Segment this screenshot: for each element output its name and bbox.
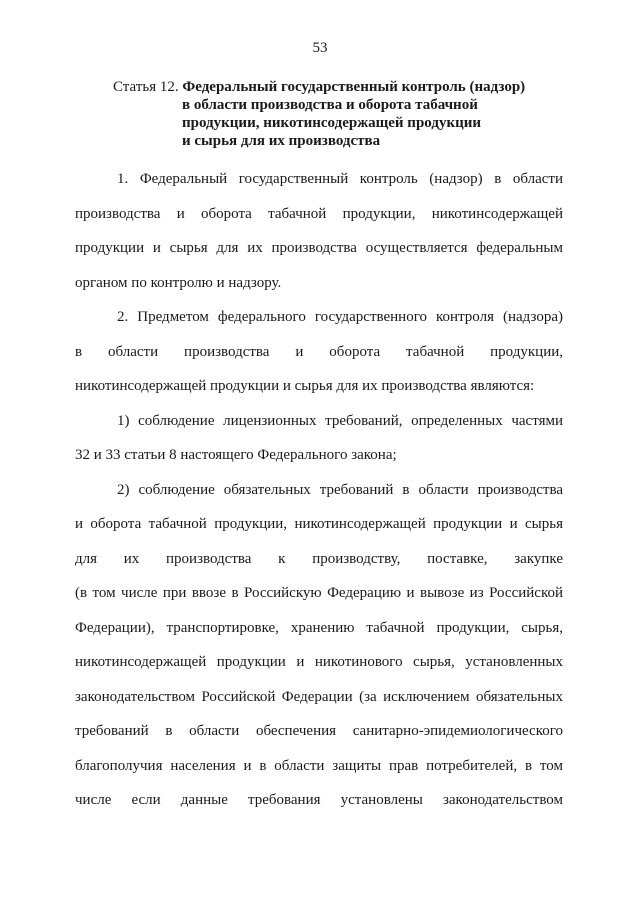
article-title-line: продукции, никотинсодержащей продукции [182,115,482,131]
heading-line-1 [113,78,525,96]
heading-line-2 [113,96,525,114]
paragraph-line: никотинсодержащей продукции и никотинового сырья, установленных [75,654,563,670]
paragraph-line: 2. Предметом федерального государственного контроля (надзора) [117,309,563,325]
article-title-line: Федеральный государственный контроль (надзор) [182,79,526,95]
paragraph-line: Федерации), транспортировке, хранению табачной продукции, сырья, [75,619,563,636]
article-label: Статья 12. [113,79,179,95]
paragraph-line: органом по контролю и надзору. [75,274,282,291]
paragraph-line: производства и оборота табачной продукции, никотинсодержащей [75,205,563,222]
article-heading [113,78,525,150]
article-body [75,162,563,818]
paragraph-line: для их производства к производству, поставке, закупке [75,550,563,567]
paragraph-line: продукции и сырья для их производства осуществляется федеральным [75,240,563,256]
paragraph [75,473,563,818]
paragraph-line: 2) соблюдение обязательных требований в области производства [117,481,563,498]
paragraph-line: никотинсодержащей продукции и сырья для их производства являются: [75,378,535,394]
paragraph-line: законодательством Российской Федерации (за исключением обязательных [75,688,563,705]
heading-line-4 [113,132,525,150]
paragraph-line: числе если данные требования установлены законодательством [75,792,563,808]
article-title-line: и сырья для их производства [182,133,381,149]
paragraph-line: требований в области обеспечения санитарно-эпидемиологического [75,723,563,739]
paragraph-line: 32 и 33 статьи 8 настоящего Федерального закона; [75,447,397,463]
page-number: 53 [312,40,328,56]
paragraph-line: благополучия населения и в области защиты прав потребителей, в том [75,757,563,774]
paragraph [75,300,563,404]
article-title-line: в области производства и оборота табачной [182,97,478,113]
paragraph-line: в области производства и оборота табачной продукции, [75,343,563,360]
paragraph-line: 1) соблюдение лицензионных требований, определенных частями [117,412,563,429]
paragraph-line: (в том числе при ввозе в Российскую Федерацию и вывозе из Российской [75,585,563,601]
paragraph [75,404,563,473]
paragraph-line: и оборота табачной продукции, никотинсодержащей продукции и сырья [75,516,563,532]
heading-line-3 [113,114,525,132]
paragraph [75,162,563,300]
paragraph-line: 1. Федеральный государственный контроль (надзор) в области [117,171,563,187]
